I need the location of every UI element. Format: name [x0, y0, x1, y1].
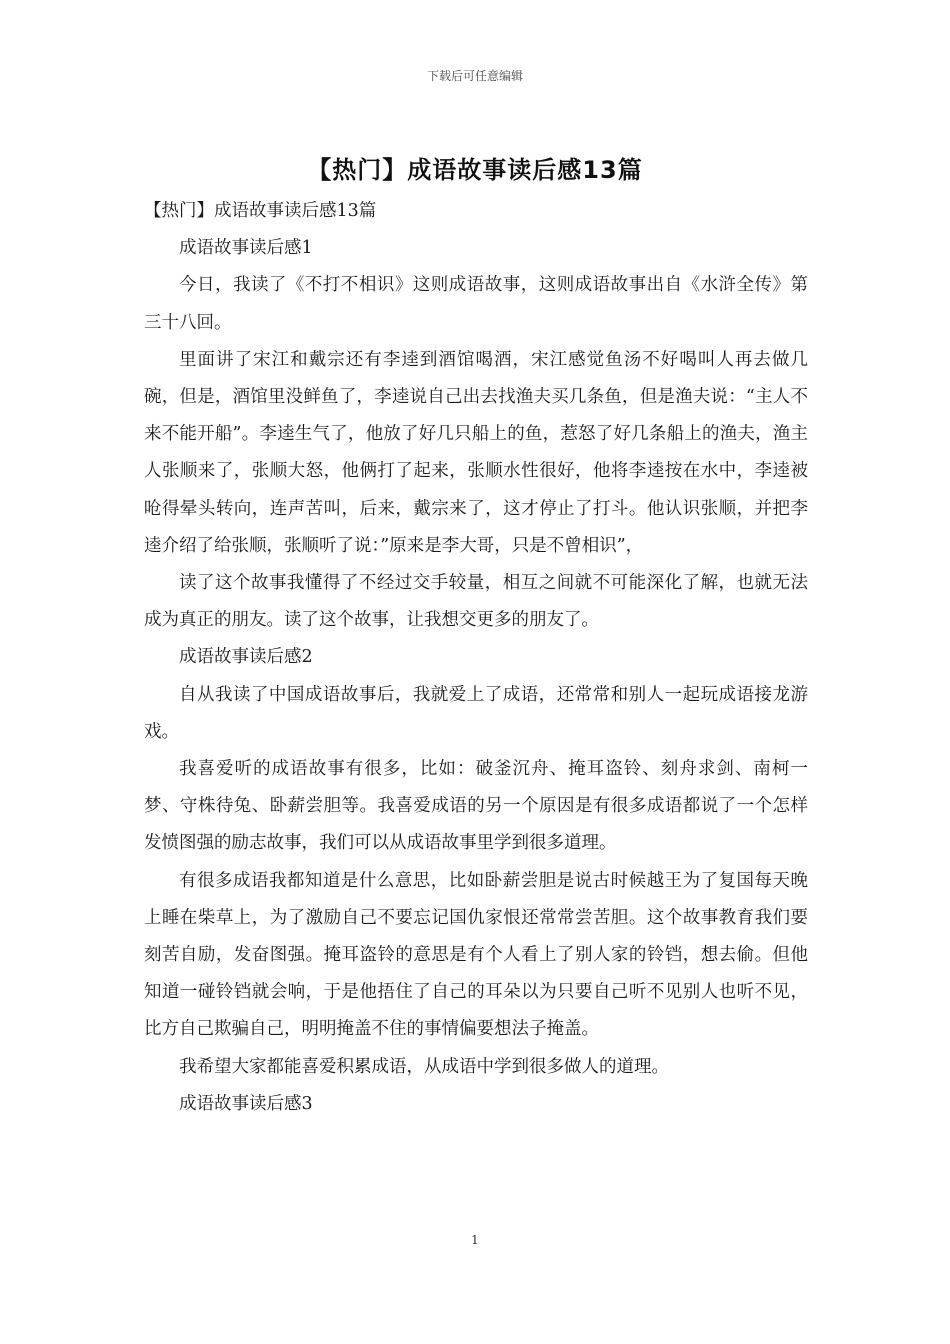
section-heading-2: 成语故事读后感2 [179, 647, 313, 668]
page-number: 1 [471, 1233, 479, 1247]
paragraph: 我喜爱听的成语故事有很多，比如：破釜沉舟、掩耳盗铃、刻舟求剑、南柯一梦、守株待兔、卧薪尝胆等。我喜爱成语的另一个原因是有很多成语都说了一个怎样发愤图强的励志故事，我们可以从成语故事里学到很多道理。 [144, 759, 808, 854]
paragraph: 我希望大家都能喜爱积累成语，从成语中学到很多做人的道理。 [179, 1056, 669, 1077]
page-header: 下载后可任意编辑 [426, 69, 523, 83]
paragraph: 今日，我读了《不打不相识》这则成语故事，这则成语故事出自《水浒全传》第三十八回。 [144, 275, 808, 333]
document-title: 【热门】成语故事读后感13篇 [307, 156, 643, 184]
paragraph: 有很多成语我都知道是什么意思，比如卧薪尝胆是说古时候越王为了复国每天晚上睡在柴草上，为了激励自己不要忘记国仇家恨还常常尝苦胆。这个故事教育我们要刻苦自励，发奋图强。掩耳盗铃的意思是有个人看上了别人家的铃铛，想去偷。但他知道一碰铃铛就会响，于是他捂住了自己的耳朵以为只要自己听不见别人也听不见，比方自己欺骗自己，明明掩盖不住的事情偏要想法子掩盖。 [144, 870, 808, 1040]
paragraph: 自从我读了中国成语故事后，我就爱上了成语，还常常和别人一起玩成语接龙游戏。 [144, 684, 808, 742]
section-heading-3: 成语故事读后感3 [179, 1093, 313, 1114]
document-body [144, 193, 808, 1123]
paragraph: 里面讲了宋江和戴宗还有李逵到酒馆喝酒，宋江感觉鱼汤不好喝叫人再去做几碗，但是，酒馆里没鲜鱼了，李逵说自己出去找渔夫买几条鱼，但是渔夫说：“主人不来不能开船”。李逵生气了，他放了好几只船上的鱼，惹怒了好几条船上的渔夫，渔主人张顺来了，张顺大怒，他俩打了起来，张顺水性很好，他将李逵按在水中，李逵被呛得晕头转向，连声苦叫，后来，戴宗来了，这才停止了打斗。他认识张顺，并把李逵介绍了给张顺，张顺听了说：”原来是李大哥，只是不曾相识”， [144, 349, 808, 556]
paragraph: 读了这个故事我懂得了不经过交手较量，相互之间就不可能深化了解，也就无法成为真正的朋友。读了这个故事，让我想交更多的朋友了。 [144, 573, 808, 631]
subtitle-line: 【热门】成语故事读后感13篇 [144, 201, 377, 221]
section-heading-1: 成语故事读后感1 [179, 238, 313, 259]
